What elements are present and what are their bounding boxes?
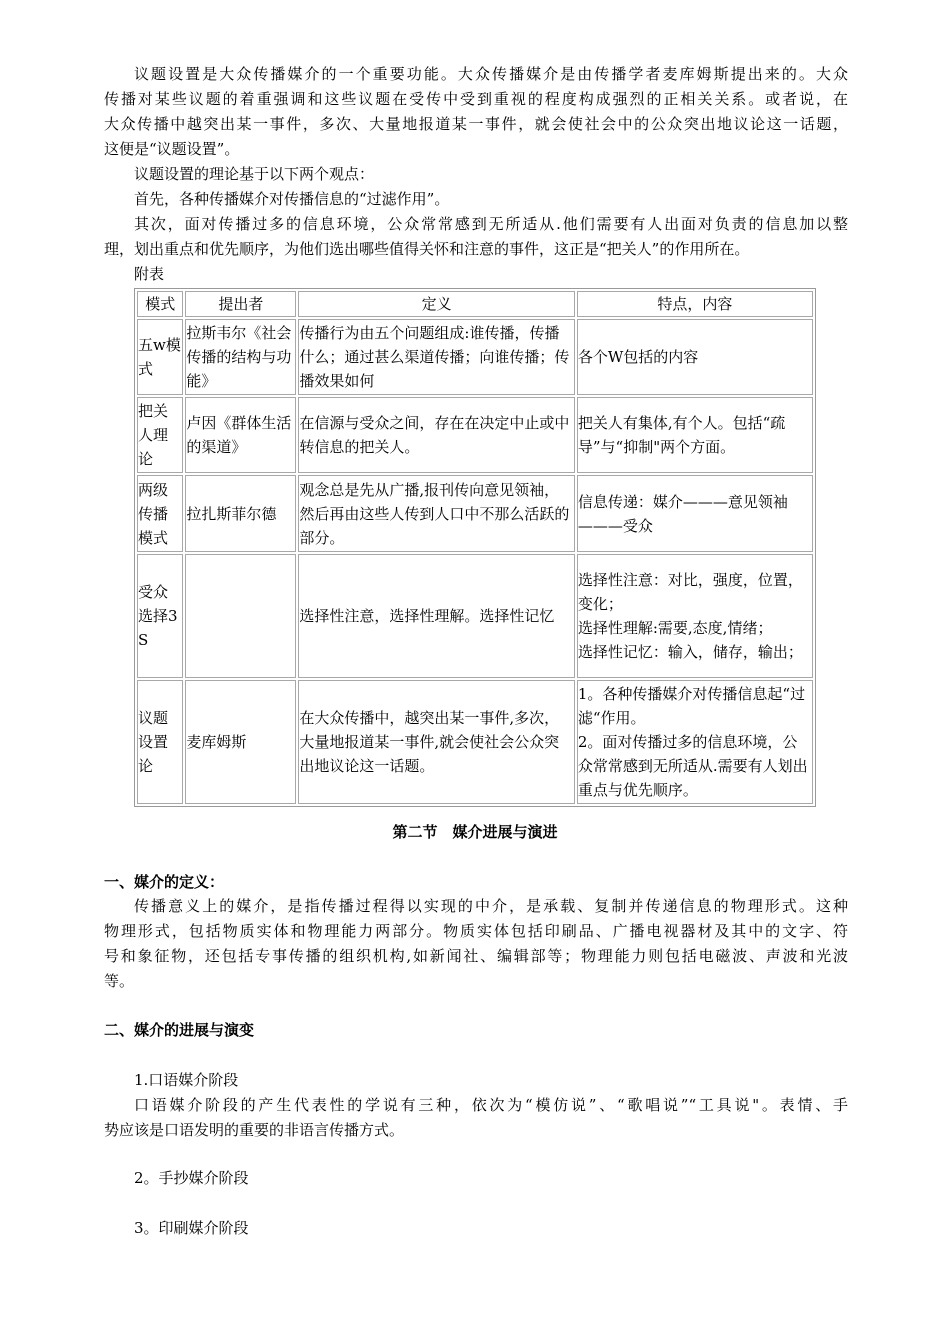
- header-cell-model: 模式: [137, 291, 183, 317]
- text-line: 其次，面对传播过多的信息环境，公众常常感到无所适从.他们需要有人出面对负责的信息加以整: [134, 215, 848, 233]
- cell-definition: 观念总是先从广播,报刊传向意见领袖，然后再由这些人传到人口中不那么活跃的部分。: [298, 475, 574, 552]
- text-line: 这便是“议题设置”。: [104, 140, 240, 158]
- feature-line: 2。面对传播过多的信息环境，公众常常感到无所适从.需要有人划出重点与优先顺序。: [577, 733, 808, 799]
- cell-definition: 在信源与受众之间，存在在决定中止或中转信息的把关人。: [298, 397, 574, 473]
- table-row: [137, 397, 813, 473]
- feature-line: 选择性注意：对比，强度，位置，变化；: [577, 571, 803, 613]
- cell-proposer: 卢因《群体生活的渠道》: [185, 397, 296, 473]
- cell-features: [577, 397, 813, 473]
- text-line: 议题设置是大众传播媒介的一个重要功能。大众传播媒介是由传播学者麦库姆斯提出来的。大众: [134, 65, 848, 83]
- text-line: 大众传播中越突出某一事件，多次、大量地报道某一事件，就会使社会中的公众突出地议论这一话题，: [104, 115, 848, 133]
- cell-features: [577, 475, 813, 552]
- cell-proposer: [185, 554, 296, 678]
- text-line: 物理形式，包括物质实体和物理能力两部分。物质实体包括印刷品、广播电视器材及其中的文字、符: [104, 922, 848, 940]
- text-line: 传播对某些议题的着重强调和这些议题在受传中受到重视的程度构成强烈的正相关关系。或者说，在: [104, 90, 848, 108]
- feature-line: 各个W包括的内容: [577, 348, 699, 366]
- text-line: 口语媒介阶段的产生代表性的学说有三种，依次为“模仿说”、“歌唱说”“工具说"。表情、手: [134, 1096, 848, 1114]
- feature-line: 信息传递：媒介———意见领袖———受众: [577, 492, 788, 535]
- cell-definition: 传播行为由五个问题组成:谁传播，传播什么；通过甚么渠道传播；向谁传播；传播效果如何: [298, 319, 574, 395]
- theory-table: [134, 288, 816, 807]
- feature-line: 选择性记忆：输入，储存，输出；: [577, 643, 803, 661]
- text-line: 号和象征物，还包括专事传播的组织机构,如新闻社、编辑部等；物理能力则包括电磁波、声波和光波: [104, 947, 848, 965]
- table-header-row: [137, 291, 813, 317]
- stage-oral: 1.口语媒介阶段: [134, 1071, 239, 1089]
- intro-paragraph-3: 首先，各种传播媒介对传播信息的“过滤作用”。: [134, 190, 450, 208]
- cell-model: 受众选择3S: [137, 554, 183, 678]
- section-title: 第二节 媒介进展与演进: [392, 823, 558, 841]
- cell-proposer: 拉斯韦尔《社会传播的结构与功能》: [185, 319, 296, 395]
- oral-stage-paragraph: [104, 1093, 848, 1143]
- text-line: 传播意义上的媒介，是指传播过程得以实现的中介，是承载、复制并传递信息的物理形式。这种: [134, 897, 848, 915]
- text-line: 等。: [104, 972, 135, 990]
- stage-print: 3。印刷媒介阶段: [134, 1219, 249, 1237]
- intro-paragraph-1: [104, 62, 848, 162]
- heading-media-development: 二、媒介的进展与演变: [104, 1021, 255, 1039]
- heading-media-definition: 一、媒介的定义：: [104, 873, 225, 891]
- header-cell-definition: 定义: [298, 291, 574, 317]
- stage-manuscript: 2。手抄媒介阶段: [134, 1169, 249, 1187]
- cell-features: [577, 319, 813, 395]
- header-cell-proposer: 提出者: [185, 291, 296, 317]
- cell-model: 把关人理论: [137, 397, 183, 473]
- cell-features: [577, 680, 813, 804]
- text-line: 势应该是口语发明的重要的非语言传播方式。: [104, 1121, 405, 1139]
- definition-paragraph: [104, 894, 848, 994]
- intro-paragraph-4: [104, 212, 848, 262]
- table-row: [137, 475, 813, 552]
- intro-paragraph-2: 议题设置的理论基于以下两个观点：: [134, 165, 375, 183]
- header-cell-features: 特点，内容: [577, 291, 813, 317]
- appendix-label: 附表: [134, 265, 165, 283]
- cell-proposer: 拉扎斯菲尔德: [185, 475, 296, 552]
- feature-line: 1。各种传播媒介对传播信息起“过滤“作用。: [577, 685, 806, 727]
- cell-definition: 在大众传播中，越突出某一事件,多次，大量地报道某一事件,就会使社会公众突出地议论这一话题。: [298, 680, 574, 804]
- cell-model: 五w模式: [137, 319, 183, 395]
- text-line: 理，划出重点和优先顺序，为他们选出哪些值得关怀和注意的事件，这正是“把关人”的作用所在。: [104, 240, 750, 258]
- feature-line: 把关人有集体,有个人。包括“疏导”与“抑制"两个方面。: [577, 414, 786, 456]
- table-row: [137, 319, 813, 395]
- cell-model: 两级传播模式: [137, 475, 183, 552]
- table-row: [137, 680, 813, 804]
- cell-model: 议题设置论: [137, 680, 183, 804]
- cell-features: [577, 554, 813, 678]
- feature-line: 选择性理解:需要,态度,情绪；: [577, 619, 773, 637]
- cell-proposer: 麦库姆斯: [185, 680, 296, 804]
- table-row: [137, 554, 813, 678]
- cell-definition: 选择性注意，选择性理解。选择性记忆: [298, 554, 574, 678]
